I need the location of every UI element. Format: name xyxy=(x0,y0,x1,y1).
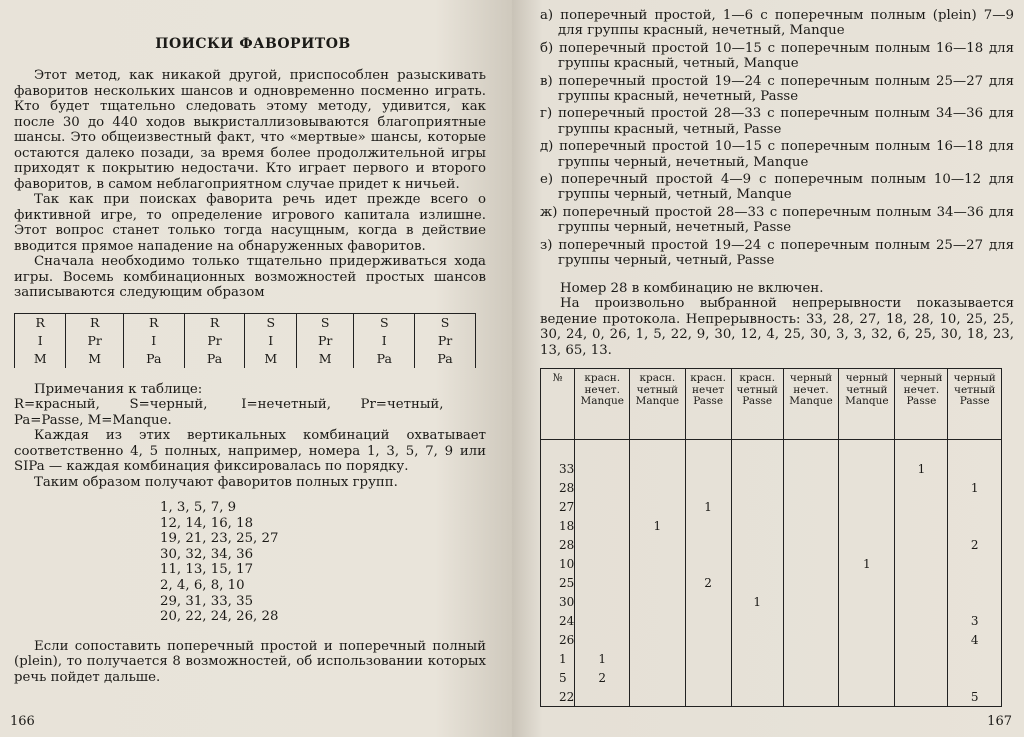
table-cell xyxy=(948,440,1002,460)
list-item: 20, 22, 24, 26, 28 xyxy=(160,609,279,625)
table-cell xyxy=(948,592,1002,611)
table-cell xyxy=(783,516,839,535)
table-cell xyxy=(839,668,895,687)
paragraph: На произвольно выбранной непрерывности показывается ведение протокола. Непрерывность: 33, 28, 27, 18, 28, 10, 25, 25, 30, 24, 0, 26, 1, 5, 22, 9, 30, 12, 4, 25, 30, 3, 3, 32, 6, 25, 30, 18, 23, 13, 65, 13. xyxy=(540,296,1014,358)
protocol-table xyxy=(540,368,1002,707)
table-cell: Pa xyxy=(415,350,476,368)
table-cell: 26 xyxy=(541,630,575,649)
table-cell xyxy=(895,516,948,535)
table-cell xyxy=(630,630,685,649)
table-cell xyxy=(783,687,839,707)
table-cell: Pr xyxy=(66,332,123,350)
table-cell xyxy=(783,649,839,668)
table-cell xyxy=(895,649,948,668)
table-cell: Pa xyxy=(354,350,415,368)
table-row xyxy=(541,478,1002,497)
table-cell: 2 xyxy=(575,668,630,687)
table-cell xyxy=(948,668,1002,687)
table-row xyxy=(541,687,1002,707)
table-row xyxy=(541,497,1002,516)
table-cell xyxy=(731,478,783,497)
table-cell xyxy=(839,516,895,535)
table-cell: 1 xyxy=(685,497,731,516)
table-row xyxy=(541,668,1002,687)
table-cell xyxy=(895,554,948,573)
table-cell xyxy=(839,687,895,707)
table-cell xyxy=(948,573,1002,592)
table-cell xyxy=(731,668,783,687)
table-row xyxy=(541,630,1002,649)
table-cell xyxy=(731,497,783,516)
table-cell: 1 xyxy=(948,478,1002,497)
table-cell xyxy=(948,554,1002,573)
table-row xyxy=(541,649,1002,668)
table-cell: 24 xyxy=(541,611,575,630)
table-cell xyxy=(731,459,783,478)
table-cell: R xyxy=(184,313,245,332)
table-cell: 1 xyxy=(630,516,685,535)
table-cell: R xyxy=(123,313,184,332)
column-header: № xyxy=(541,369,575,440)
table-cell: 2 xyxy=(685,573,731,592)
table-cell: Pr xyxy=(296,332,353,350)
table-cell xyxy=(783,630,839,649)
table-notes xyxy=(14,382,486,429)
table-cell xyxy=(731,516,783,535)
table-cell xyxy=(685,630,731,649)
table-cell xyxy=(839,611,895,630)
paragraph: Если сопоставить поперечный простой и поперечный полный (plein), то получается 8 возможностей, об использовании которых речь пойдет дальше. xyxy=(14,638,486,685)
table-cell: Pr xyxy=(184,332,245,350)
table-cell xyxy=(783,535,839,554)
table-cell xyxy=(630,459,685,478)
table-cell xyxy=(685,516,731,535)
list-item: 19, 21, 23, 25, 27 xyxy=(160,531,279,547)
list-item: в) поперечный простой 19—24 с поперечным полным 25—27 для группы красный, нечетный, Passe xyxy=(540,73,1014,105)
table-cell xyxy=(895,630,948,649)
table-row xyxy=(541,516,1002,535)
table-cell xyxy=(630,668,685,687)
table-row xyxy=(541,573,1002,592)
combination-table xyxy=(14,313,476,368)
table-cell xyxy=(685,554,731,573)
table-cell: M xyxy=(245,350,296,368)
list-item: 1, 3, 5, 7, 9 xyxy=(160,500,237,515)
list-item: 11, 13, 15, 17 xyxy=(160,562,254,578)
table-cell xyxy=(783,592,839,611)
table-cell xyxy=(685,649,731,668)
table-cell xyxy=(630,649,685,668)
table-cell xyxy=(685,592,731,611)
paragraph: Номер 28 в комбинацию не включен. xyxy=(560,280,824,296)
table-cell xyxy=(895,478,948,497)
table-row xyxy=(541,611,1002,630)
table-cell xyxy=(895,497,948,516)
table-cell: Pa xyxy=(123,350,184,368)
table-row xyxy=(15,332,476,350)
table-cell xyxy=(630,687,685,707)
table-cell: 28 xyxy=(541,535,575,554)
table-cell xyxy=(630,592,685,611)
table-cell xyxy=(839,459,895,478)
table-cell xyxy=(575,573,630,592)
table-cell xyxy=(895,535,948,554)
table-cell xyxy=(731,554,783,573)
table-cell: 22 xyxy=(541,687,575,707)
table-cell xyxy=(783,440,839,460)
table-cell xyxy=(783,668,839,687)
table-row xyxy=(541,440,1002,460)
table-row xyxy=(541,592,1002,611)
table-cell: 1 xyxy=(895,459,948,478)
table-row xyxy=(15,350,476,368)
column-header: черный четный Passe xyxy=(948,369,1002,440)
column-header: черный четный Manque xyxy=(839,369,895,440)
table-cell xyxy=(895,687,948,707)
list-item: б) поперечный простой 10—15 с поперечным полным 16—18 для группы красный, четный, Manque xyxy=(540,40,1014,72)
list-item: з) поперечный простой 19—24 с поперечным полным 25—27 для группы черный, четный, Passe xyxy=(540,237,1014,269)
paragraph: Сначала необходимо только тщательно придерживаться хода игры. Восемь комбинационных возможностей простых шансов записываются следующим образом xyxy=(14,254,486,300)
paragraph: Каждая из этих вертикальных комбинаций охватывает соответственно 4, 5 полных, например, номера 1, 3, 5, 7, 9 или SIPa — каждая комбинация фиксировалась по порядку. xyxy=(14,428,486,474)
table-cell xyxy=(630,535,685,554)
column-header: черный нечет. Manque xyxy=(783,369,839,440)
table-cell xyxy=(575,497,630,516)
table-row xyxy=(15,313,476,332)
table-cell: I xyxy=(15,332,66,350)
page-number: 167 xyxy=(987,714,1012,729)
table-cell: 1 xyxy=(575,649,630,668)
table-cell xyxy=(783,497,839,516)
column-header: красн. четный Manque xyxy=(630,369,685,440)
table-cell: R xyxy=(15,313,66,332)
table-cell xyxy=(895,573,948,592)
table-cell: 1 xyxy=(731,592,783,611)
table-cell: S xyxy=(245,313,296,332)
column-header: красн. нечет Passe xyxy=(685,369,731,440)
table-row xyxy=(541,535,1002,554)
notes-line: R=красный, S=черный, I=нечетный, Pr=четный, xyxy=(14,397,444,412)
table-cell xyxy=(630,440,685,460)
table-cell xyxy=(895,611,948,630)
column-header: красн. четный Passe xyxy=(731,369,783,440)
table-cell xyxy=(685,478,731,497)
table-cell xyxy=(575,516,630,535)
table-cell: Pr xyxy=(415,332,476,350)
table-cell xyxy=(783,554,839,573)
table-cell xyxy=(630,478,685,497)
table-cell xyxy=(731,611,783,630)
table-cell: M xyxy=(296,350,353,368)
combination-list xyxy=(540,8,1014,269)
table-cell: 27 xyxy=(541,497,575,516)
table-cell xyxy=(575,687,630,707)
paragraph: Таким образом получают фаворитов полных групп. xyxy=(34,474,398,490)
table-cell xyxy=(839,649,895,668)
table-cell xyxy=(685,459,731,478)
list-item: е) поперечный простой 4—9 с поперечным полным 10—12 для группы черный, четный, Manque xyxy=(540,172,1014,203)
table-cell xyxy=(948,516,1002,535)
table-cell xyxy=(839,573,895,592)
page-title: ПОИСКИ ФАВОРИТОВ xyxy=(155,36,351,52)
table-cell xyxy=(839,440,895,460)
table-cell: 1 xyxy=(541,649,575,668)
table-cell xyxy=(948,497,1002,516)
table-cell: 2 xyxy=(948,535,1002,554)
table-cell xyxy=(839,592,895,611)
table-cell xyxy=(783,573,839,592)
table-cell: 25 xyxy=(541,573,575,592)
list-item: 29, 31, 33, 35 xyxy=(160,593,254,609)
table-cell xyxy=(575,554,630,573)
list-item: 2, 4, 6, 8, 10 xyxy=(160,577,245,593)
table-cell xyxy=(839,535,895,554)
table-cell: 1 xyxy=(839,554,895,573)
table-cell: 10 xyxy=(541,554,575,573)
table-cell xyxy=(731,649,783,668)
table-cell xyxy=(783,478,839,497)
table-cell: 3 xyxy=(948,611,1002,630)
table-cell xyxy=(895,668,948,687)
table-cell xyxy=(541,440,575,460)
table-cell xyxy=(948,649,1002,668)
table-cell: 5 xyxy=(541,668,575,687)
table-cell xyxy=(575,478,630,497)
table-cell xyxy=(575,535,630,554)
table-cell xyxy=(575,459,630,478)
table-cell: M xyxy=(15,350,66,368)
table-cell: Pa xyxy=(184,350,245,368)
table-cell xyxy=(731,573,783,592)
table-cell: 4 xyxy=(948,630,1002,649)
list-item: 12, 14, 16, 18 xyxy=(160,515,254,531)
table-cell xyxy=(630,573,685,592)
list-item: 30, 32, 34, 36 xyxy=(160,546,254,562)
table-cell xyxy=(839,478,895,497)
table-cell: I xyxy=(123,332,184,350)
table-cell xyxy=(731,535,783,554)
table-cell xyxy=(783,611,839,630)
table-row xyxy=(541,554,1002,573)
list-item: г) поперечный простой 28—33 с поперечным полным 34—36 для группы красный, четный, Passe xyxy=(540,106,1014,137)
table-cell xyxy=(685,668,731,687)
table-cell: R xyxy=(66,313,123,332)
table-cell: 30 xyxy=(541,592,575,611)
table-cell: 28 xyxy=(541,478,575,497)
notes-line: Pa=Passe, M=Manque. xyxy=(14,412,172,428)
table-cell xyxy=(575,440,630,460)
right-page xyxy=(512,0,1024,737)
table-cell xyxy=(685,535,731,554)
table-cell xyxy=(731,687,783,707)
table-cell xyxy=(839,630,895,649)
list-item: а) поперечный простой, 1—6 с поперечным полным (plein) 7—9 для группы красный, нечетный, Manque xyxy=(540,8,1014,39)
paragraph: Так как при поисках фаворита речь идет прежде всего о фиктивной игре, то определение игрового капитала излишне. Этот вопрос станет только тогда насущным, когда в действие вводится прямое нападение на обнаруженных фаворитов. xyxy=(14,192,486,254)
table-cell: 33 xyxy=(541,459,575,478)
table-cell xyxy=(731,630,783,649)
table-cell xyxy=(685,440,731,460)
table-cell xyxy=(630,554,685,573)
table-cell xyxy=(948,459,1002,478)
table-cell xyxy=(839,497,895,516)
table-cell: 18 xyxy=(541,516,575,535)
table-cell xyxy=(783,459,839,478)
table-row xyxy=(541,459,1002,478)
column-header: красн. нечет. Manque xyxy=(575,369,630,440)
table-cell xyxy=(575,592,630,611)
table-cell xyxy=(731,440,783,460)
table-cell: I xyxy=(245,332,296,350)
list-item: ж) поперечный простой 28—33 с поперечным полным 34—36 для группы черный, нечетный, Passe xyxy=(540,204,1014,236)
favorites-list xyxy=(160,500,486,625)
column-header: черный нечет. Passe xyxy=(895,369,948,440)
page-number: 166 xyxy=(10,714,35,729)
notes-heading: Примечания к таблице: xyxy=(34,381,203,397)
table-cell: S xyxy=(415,313,476,332)
table-cell: I xyxy=(354,332,415,350)
paragraph: Этот метод, как никакой другой, приспособлен разыскивать фаворитов нескольких шансов и одновременно посменно играть. Кто будет тщательно следовать этому методу, удивится, как после 30 до 440 ходов выкристаллизовываются благоприятные шансы. Это общеизвестный факт, что «мертвые» шансы, которые остаются далеко позади, за время более продолжительной игры приходят к покрытию недостачи. Кто играет первого и второго фаворитов, в самом неблагоприятном случае придет к ничьей. xyxy=(14,68,486,192)
table-header-row xyxy=(541,369,1002,440)
table-cell xyxy=(685,611,731,630)
table-cell xyxy=(895,592,948,611)
table-cell: S xyxy=(296,313,353,332)
table-cell: S xyxy=(354,313,415,332)
table-cell: 5 xyxy=(948,687,1002,707)
table-cell xyxy=(575,611,630,630)
table-cell xyxy=(575,630,630,649)
table-cell xyxy=(685,687,731,707)
table-cell xyxy=(630,497,685,516)
table-cell xyxy=(630,611,685,630)
list-item: д) поперечный простой 10—15 с поперечным полным 16—18 для группы черный, нечетный, Manque xyxy=(540,139,1014,170)
table-cell: M xyxy=(66,350,123,368)
table-cell xyxy=(895,440,948,460)
